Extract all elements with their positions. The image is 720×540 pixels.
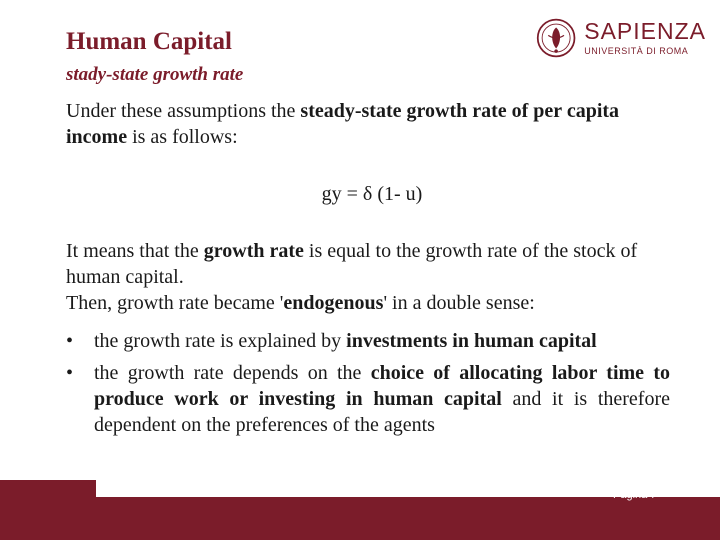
intro-paragraph: Under these assumptions the steady-state growth rate of per capita income is as follows: [66,100,620,148]
explanation-paragraph: It means that the growth rate is equal to the growth rate of the stock of human capital. Then, growth rate became 'endogenous' in a double sense: [66,240,638,314]
logo-wordmark: SAPIENZA [584,18,706,44]
growth-formula: gy = δ (1- u) [321,183,423,205]
bullet-marker: • [66,330,74,352]
page-number: Pagina 7 [613,489,657,501]
university-logo [536,10,706,66]
bullet-text: the growth rate depends on the choice of allocating labor time to produce work or investing in human capital and it is therefore dependent on the preferences of the agents [94,362,671,436]
list-item [66,328,670,354]
sapienza-seal-icon [536,13,576,63]
bullet-list [66,328,670,438]
slide-subtitle: stady-state growth rate [66,64,244,85]
slide-title: Human Capital [66,28,233,55]
footer-bar [96,497,720,540]
bullet-marker: • [66,362,74,384]
bullet-text: the growth rate is explained by investments in human capital [94,330,597,352]
list-item [66,360,670,438]
footer-bar-left [0,480,96,540]
logo-subtext: UNIVERSITÀ DI ROMA [584,46,689,56]
